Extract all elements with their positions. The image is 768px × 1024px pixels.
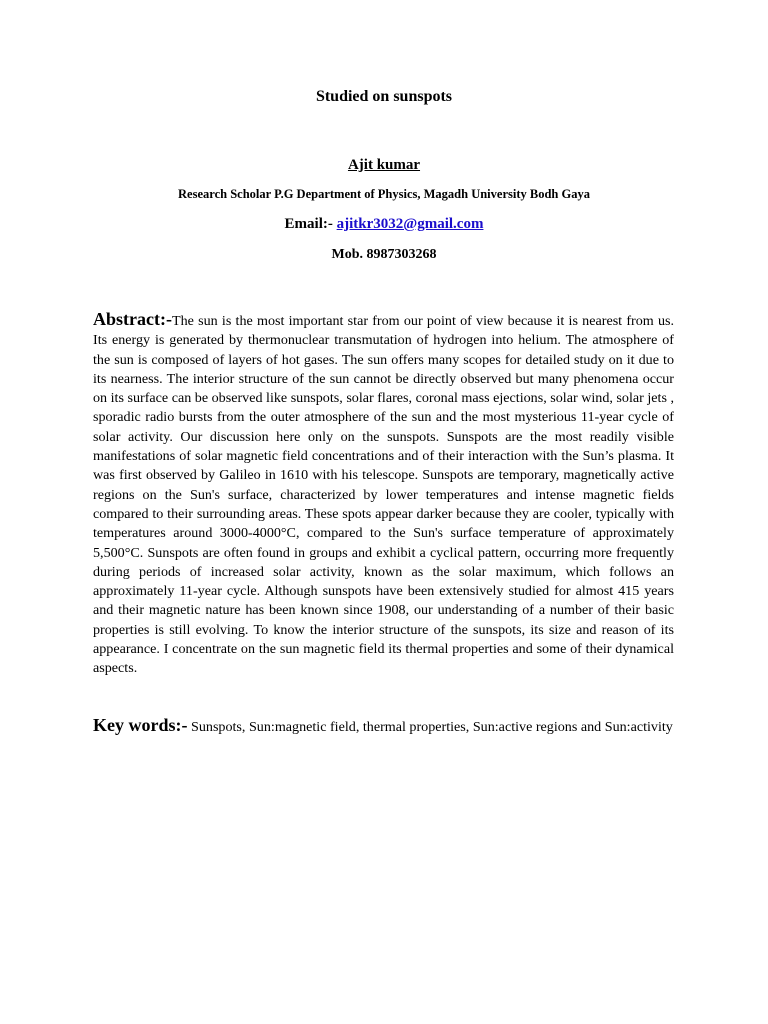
- mobile-number: Mob. 8987303268: [331, 247, 437, 262]
- author-name: Ajit kumar: [347, 157, 421, 173]
- email-label: Email:-: [284, 216, 337, 232]
- paper-title: Studied on sunspots: [315, 88, 453, 105]
- author-affiliation: Research Scholar P.G Department of Physics, Magadh University Bodh Gaya: [178, 187, 590, 201]
- keywords-section: [93, 716, 674, 737]
- abstract-section: [93, 310, 674, 679]
- email-line: [0, 216, 768, 233]
- email-link[interactable]: ajitkr3032@gmail.com: [336, 216, 484, 232]
- keywords-heading: Key words:-: [93, 715, 188, 735]
- keywords-text: Sunspots, Sun:magnetic field, thermal properties, Sun:active regions and Sun:activity: [187, 719, 673, 735]
- abstract-heading: Abstract:-: [93, 309, 172, 329]
- abstract-text: The sun is the most important star from our point of view because it is nearest from us. Its energy is generated by thermonuclear transmutation of hydrogen into helium. The atmosphere of the sun is composed of layers of hot gases. The sun offers many scopes for detailed study on it due to its nearness. The interior structure of the sun cannot be directly observed but many phenomena occur on its surface can be observed like sunspots, solar flares, coronal mass ejections, solar wind, solar jets , sporadic radio bursts from the outer atmosphere of the sun and the most mysterious 11-year cycle of solar activity. Our discussion here only on the sunspots. Sunspots are the most readily visible manifestations of solar magnetic field concentrations and of their interaction with the Sun’s plasma. It was first observed by Galileo in 1610 with his telescope. Sunspots are temporary, magnetically active regions on the Sun's surface, characterized by lower temperatures and intense magnetic fields compared to their surrounding areas. These spots appear darker because they are cooler, typically with temperatures around 3000-4000°C, compared to the Sun's surface temperature of approximately 5,500°C. Sunspots are often found in groups and exhibit a cyclical pattern, occurring more frequently during periods of increased solar activity, known as the solar maximum, which follows an approximately 11-year cycle. Although sunspots have been extensively studied for almost 415 years and their magnetic nature has been known since 1908, our understanding of a number of their basic properties is still evolving. To know the interior structure of the sunspots, its size and reason of its appearance. I concentrate on the sun magnetic field its thermal properties and some of their dynamical aspects.: [93, 313, 674, 677]
